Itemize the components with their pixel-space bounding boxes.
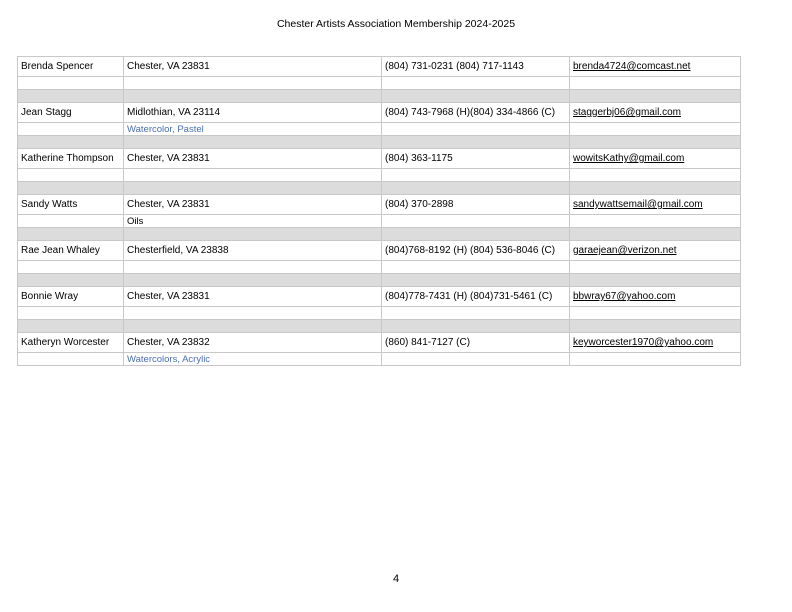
member-media: Watercolor, Pastel (124, 123, 382, 136)
member-city: Chester, VA 23831 (124, 149, 382, 169)
member-phone: (860) 841-7127 (C) (382, 333, 570, 353)
member-row (18, 333, 741, 353)
member-name: Katheryn Worcester (18, 333, 124, 353)
member-phone: (804) 370-2898 (382, 195, 570, 215)
separator-row (18, 320, 741, 333)
member-phone: (804)768-8192 (H) (804) 536-8046 (C) (382, 241, 570, 261)
member-row (18, 103, 741, 123)
member-phone: (804) 363-1175 (382, 149, 570, 169)
member-media (124, 169, 382, 182)
member-media: Oils (124, 215, 382, 228)
member-name: Katherine Thompson (18, 149, 124, 169)
separator-row (18, 182, 741, 195)
member-detail-row (18, 123, 741, 136)
member-row (18, 287, 741, 307)
member-city: Chester, VA 23832 (124, 333, 382, 353)
page-number: 4 (392, 573, 400, 585)
member-detail-row (18, 215, 741, 228)
member-city: Chester, VA 23831 (124, 195, 382, 215)
member-city: Chesterfield, VA 23838 (124, 241, 382, 261)
separator-row (18, 90, 741, 103)
member-name: Rae Jean Whaley (18, 241, 124, 261)
member-detail-row (18, 169, 741, 182)
member-name: Sandy Watts (18, 195, 124, 215)
member-row (18, 195, 741, 215)
separator-row (18, 274, 741, 287)
member-name: Brenda Spencer (18, 57, 124, 77)
member-detail-row (18, 307, 741, 320)
membership-table (17, 56, 741, 366)
member-row (18, 57, 741, 77)
member-email[interactable]: wowitsKathy@gmail.com (570, 149, 741, 169)
member-name: Bonnie Wray (18, 287, 124, 307)
member-detail-row (18, 261, 741, 274)
member-media (124, 261, 382, 274)
separator-row (18, 136, 741, 149)
member-detail-row (18, 353, 741, 366)
member-email[interactable]: sandywattsemail@gmail.com (570, 195, 741, 215)
member-email[interactable]: garaejean@verizon.net (570, 241, 741, 261)
member-email[interactable]: brenda4724@comcast.net (570, 57, 741, 77)
member-email[interactable]: bbwray67@yahoo.com (570, 287, 741, 307)
member-city: Chester, VA 23831 (124, 57, 382, 77)
member-phone: (804) 731-0231 (804) 717-1143 (382, 57, 570, 77)
member-media: Watercolors, Acrylic (124, 353, 382, 366)
separator-row (18, 228, 741, 241)
member-media (124, 307, 382, 320)
document-title: Chester Artists Association Membership 2024-2025 (276, 18, 516, 30)
member-email[interactable]: keyworcester1970@yahoo.com (570, 333, 741, 353)
member-name: Jean Stagg (18, 103, 124, 123)
member-row (18, 149, 741, 169)
member-phone: (804) 743-7968 (H)(804) 334-4866 (C) (382, 103, 570, 123)
member-city: Chester, VA 23831 (124, 287, 382, 307)
member-media (124, 77, 382, 90)
member-row (18, 241, 741, 261)
member-city: Midlothian, VA 23114 (124, 103, 382, 123)
member-detail-row (18, 77, 741, 90)
member-email[interactable]: staggerbj06@gmail.com (570, 103, 741, 123)
member-phone: (804)778-7431 (H) (804)731-5461 (C) (382, 287, 570, 307)
